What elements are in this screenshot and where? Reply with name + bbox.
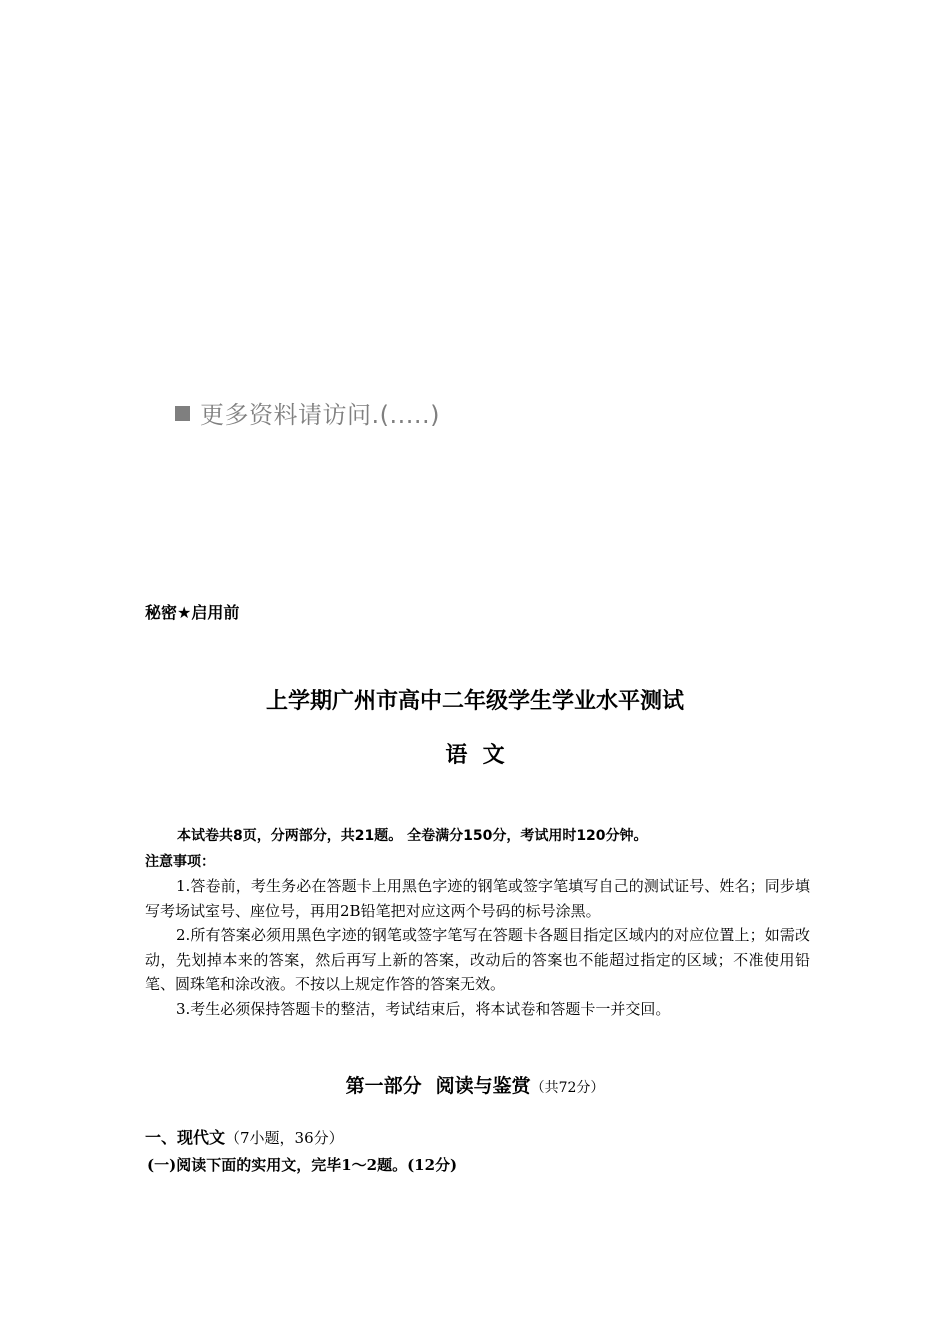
square-bullet-icon [175, 406, 190, 421]
part-heading [0, 1071, 950, 1098]
section-heading [145, 1125, 344, 1148]
notice-heading: 注意事项： [145, 854, 215, 870]
exam-title: 上学期广州市高中二年级学生学业水平测试 [265, 689, 684, 714]
banner-text: 更多资料请访问.(.....) [200, 401, 440, 429]
part-name: 阅读与鉴赏 [435, 1075, 531, 1097]
section-detail: （7小题，36分） [225, 1129, 344, 1147]
notice-item: 1.答卷前，考生务必在答题卡上用黑色字迹的钢笔或签字笔填写自己的测试证号、姓名；同步填写考场试室号、座位号，再用2B铅笔把对应这两个号码的标号涂黑。 [145, 877, 810, 920]
notice-item: 2.所有答案必须用黑色字迹的钢笔或签字笔写在答题卡各题目指定区域内的对应位置上；如需改动，先划掉本来的答案，然后再写上新的答案，改动后的答案也不能超过指定的区域；不准使用铅笔、圆珠笔和涂改液。不按以上规定作答的答案无效。 [145, 926, 810, 993]
part-score: （共72分） [530, 1080, 605, 1096]
section-label: 一、现代文 [145, 1128, 226, 1147]
exam-intro: 本试卷共8页，分两部分，共21题。 全卷满分150分，考试用时120分钟。 [177, 828, 648, 844]
exam-subject: 语 文 [445, 743, 505, 768]
site-banner [175, 395, 440, 430]
question-group-heading: (一)阅读下面的实用文，完毕1～2题。(12分) [147, 1156, 458, 1174]
part-label: 第一部分 [345, 1075, 422, 1097]
notice-item: 3.考生必须保持答题卡的整洁，考试结束后，将本试卷和答题卡一并交回。 [176, 1000, 671, 1018]
secret-label: 秘密★启用前 [145, 603, 240, 622]
